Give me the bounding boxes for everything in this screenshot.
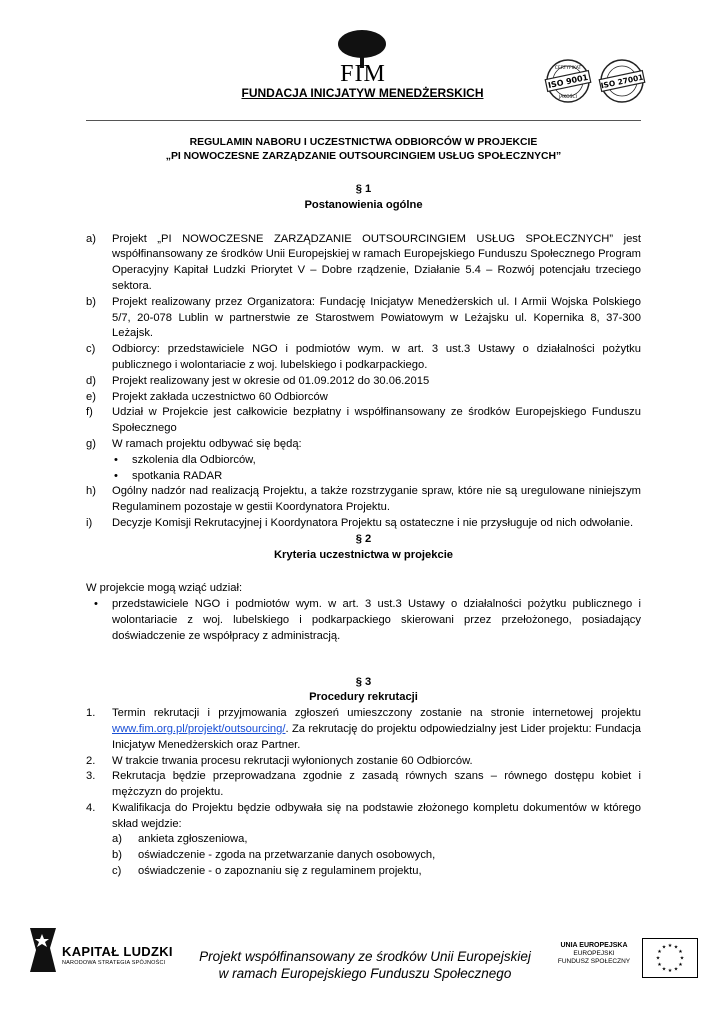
list-item-text: Ogólny nadzór nad realizacją Projektu, a także rozstrzyganie spraw, które nie są uregulowane niniejszym Regulaminem pozostaje w gestii Koordynatora Projektu.: [112, 485, 641, 514]
svg-text:★: ★: [673, 944, 679, 951]
list-item-text: Projekt realizowany przez Organizatora: Fundację Inicjatyw Menedżerskich ul. I Armii Wojska Polskiego 5/7, 20-078 Lublin w partnerstwie ze Starostwem Powiatowym w Leżajsku ul. Kopernika 8, 37-300 Leżajsk.: [112, 295, 641, 340]
doc-title-line2: „PI NOWOCZESNE ZARZĄDZANIE OUTSOURCINGIEM USŁUG SPOŁECZNYCH”: [165, 151, 562, 162]
svg-text:★: ★: [661, 944, 667, 951]
eu-line2: EUROPEJSKI: [573, 950, 615, 957]
regulation-body: [86, 136, 641, 880]
sub-item-label: c): [112, 865, 122, 878]
item-text-post: . Za rekrutację do projektu odpowiedzialny jest Lider projektu: Fundacja Inicjatyw Menedżerskich oraz Partner.: [112, 722, 641, 751]
list-item-text: Udział w Projekcie jest całkowicie bezpłatny i współfinansowany ze środków Europejskiego Funduszu Społecznego: [112, 406, 641, 435]
cofinancing-line2: w ramach Europejskiego Funduszu Społecznego: [218, 966, 512, 981]
list-item-text: W trakcie trwania procesu rekrutacji wyłonionych zostanie 60 Odbiorców.: [112, 754, 473, 767]
svg-text:★: ★: [667, 943, 673, 949]
iso-9001-badge-icon: [542, 58, 594, 104]
bullet-item: • szkolenia dla Odbiorców,: [86, 453, 641, 469]
list-item-text: Odbiorcy: przedstawiciele NGO i podmiotów wym. w art. 3 ust.3 Ustawy o działalności pożytku publicznego i wolontariacie z woj. lubelskiego i podkarpackiego.: [112, 343, 641, 371]
eu-fund-label: [552, 942, 636, 966]
svg-text:★: ★: [679, 955, 685, 962]
list-item-text: Rekrutacja będzie przeprowadzana zgodnie z zasadą równych szans – równego dostępu kobiet i mężczyzn do projektu.: [112, 770, 641, 799]
eu-flag-icon: [642, 938, 698, 978]
list-item-text: Kwalifikacja do Projektu będzie odbywała się na podstawie złożonego kompletu dokumentów w którego skład wejdzie:: [112, 801, 641, 830]
item-text-pre: Termin rekrutacji i przyjmowania zgłoszeń umieszczony zostanie na stronie internetowej projektu: [112, 707, 641, 720]
list-item: [86, 516, 641, 532]
fim-logo-text: FIM: [340, 61, 386, 87]
section-2-intro: W projekcie mogą wziąć udział:: [86, 582, 243, 595]
list-item-text: Decyzje Komisji Rekrutacyjnej i Koordynatora Projektu są ostateczne i nie przysługuje od nich odwołanie.: [112, 516, 634, 529]
iso-27001-badge-icon: [596, 58, 648, 104]
list-item-label: f): [86, 406, 93, 419]
cofinancing-line1: Projekt współfinansowany ze środków Unii Europejskiej: [199, 949, 531, 964]
section-1-heading: Postanowienia ogólne: [304, 198, 423, 211]
list-item-text: [112, 706, 641, 753]
list-item: [86, 706, 641, 753]
iso-badge-top: CERTYFIKAT: [554, 66, 582, 71]
svg-text:★: ★: [655, 955, 661, 962]
doc-title-line1: REGULAMIN NABORU I UCZESTNICTWA ODBIORCÓW W PROJEKCIE: [189, 137, 538, 148]
list-item-label: a): [86, 232, 96, 245]
list-item-label: 3.: [86, 770, 96, 783]
sub-list-item: [86, 832, 641, 848]
section-2-number: § 2: [355, 532, 372, 545]
kapital-ludzki-title: KAPITAŁ LUDZKI: [62, 944, 173, 959]
list-item-label: h): [86, 485, 96, 498]
list-item-text: Projekt „PI NOWOCZESNE ZARZĄDZANIE OUTSOURCINGIEM USŁUG SPOŁECZNYCH” jest współfinansowany ze środków Unii Europejskiej w ramach Europejskiego Funduszu Społecznego Program Operacyjny Kapitał Ludzki Priorytet V – Dobre rządzenie, Działanie 5.4 – Rozwój potencjału trzeciego sektora.: [112, 232, 641, 292]
cofinancing-note: [180, 948, 550, 982]
list-item: [86, 374, 641, 390]
list-item-label: 2.: [86, 754, 96, 767]
svg-text:★: ★: [678, 962, 683, 968]
list-item: [86, 754, 641, 770]
org-name: FUNDACJA INICJATYW MENEDŻERSKICH: [241, 86, 484, 100]
activities-list: [86, 453, 641, 485]
list-item-label: g): [86, 437, 96, 450]
svg-text:★: ★: [661, 966, 667, 973]
list-item: [86, 342, 641, 374]
iso-badge-middle: ISO 9001: [547, 72, 589, 91]
section-3-heading: Procedury rekrutacji: [309, 691, 418, 704]
list-item: [86, 769, 641, 801]
list-item: [86, 232, 641, 295]
list-item-label: c): [86, 343, 96, 356]
section-3-number: § 3: [355, 675, 372, 688]
kapital-ludzki-logo-icon: [28, 928, 58, 972]
list-item-text: W ramach projektu odbywać się będą:: [112, 437, 302, 450]
sub-item-label: b): [112, 849, 122, 862]
list-item-label: 4.: [86, 801, 96, 814]
project-website-link[interactable]: www.fim.org.pl/projekt/outsourcing/: [112, 722, 286, 735]
sub-item-text: oświadczenie - zgoda na przetwarzanie danych osobowych,: [138, 849, 436, 862]
list-item: [86, 484, 641, 516]
header-divider: [86, 120, 641, 121]
iso-badge-bottom: JAKOŚCI: [559, 95, 577, 100]
list-item: [86, 295, 641, 342]
list-item-label: i): [86, 516, 93, 529]
sub-item-text: ankieta zgłoszeniowa,: [138, 833, 248, 846]
section-1-number: § 1: [355, 183, 372, 195]
list-item-text: Projekt realizowany jest w okresie od 01.09.2012 do 30.06.2015: [112, 374, 430, 387]
sub-item-text: oświadczenie - o zapoznaniu się z regulaminem projektu,: [138, 865, 422, 878]
list-item: [86, 801, 641, 833]
sub-item-label: a): [112, 833, 122, 846]
list-item-text: Projekt zakłada uczestnictwo 60 Odbiorców: [112, 390, 328, 403]
list-item-label: d): [86, 374, 96, 387]
list-item-label: b): [86, 295, 96, 308]
criteria-list: [86, 597, 641, 644]
bullet-item: • spotkania RADAR: [86, 469, 641, 485]
bullet-item: • przedstawiciele NGO i podmiotów wym. w art. 3 ust.3 Ustawy o działalności pożytku publicznego i wolontariacie z woj. lubelskiego i podkarpackiego skierowani przez przełożonego, posiadający doświadczenie ze współpracy z administracją.: [86, 597, 641, 644]
list-item-label: e): [86, 390, 96, 403]
sub-list-item: [86, 864, 641, 880]
sub-list-item: [86, 848, 641, 864]
list-item: [86, 405, 641, 437]
list-item: [86, 390, 641, 406]
svg-text:★: ★: [667, 968, 673, 974]
eu-line3: FUNDUSZ SPOŁECZNY: [557, 958, 631, 965]
svg-text:★: ★: [673, 966, 679, 973]
section-2-heading: Kryteria uczestnictwa w projekcie: [273, 548, 454, 561]
kapital-ludzki-subtitle: NARODOWA STRATEGIA SPÓJNOŚCI: [62, 960, 166, 966]
svg-text:★: ★: [678, 949, 683, 955]
iso-badge-middle: ISO 27001: [600, 72, 645, 91]
svg-text:★: ★: [657, 962, 662, 968]
eu-line1: UNIA EUROPEJSKA: [560, 942, 628, 949]
list-item: [86, 437, 641, 453]
svg-text:★: ★: [657, 949, 662, 955]
list-item-label: 1.: [86, 707, 96, 720]
